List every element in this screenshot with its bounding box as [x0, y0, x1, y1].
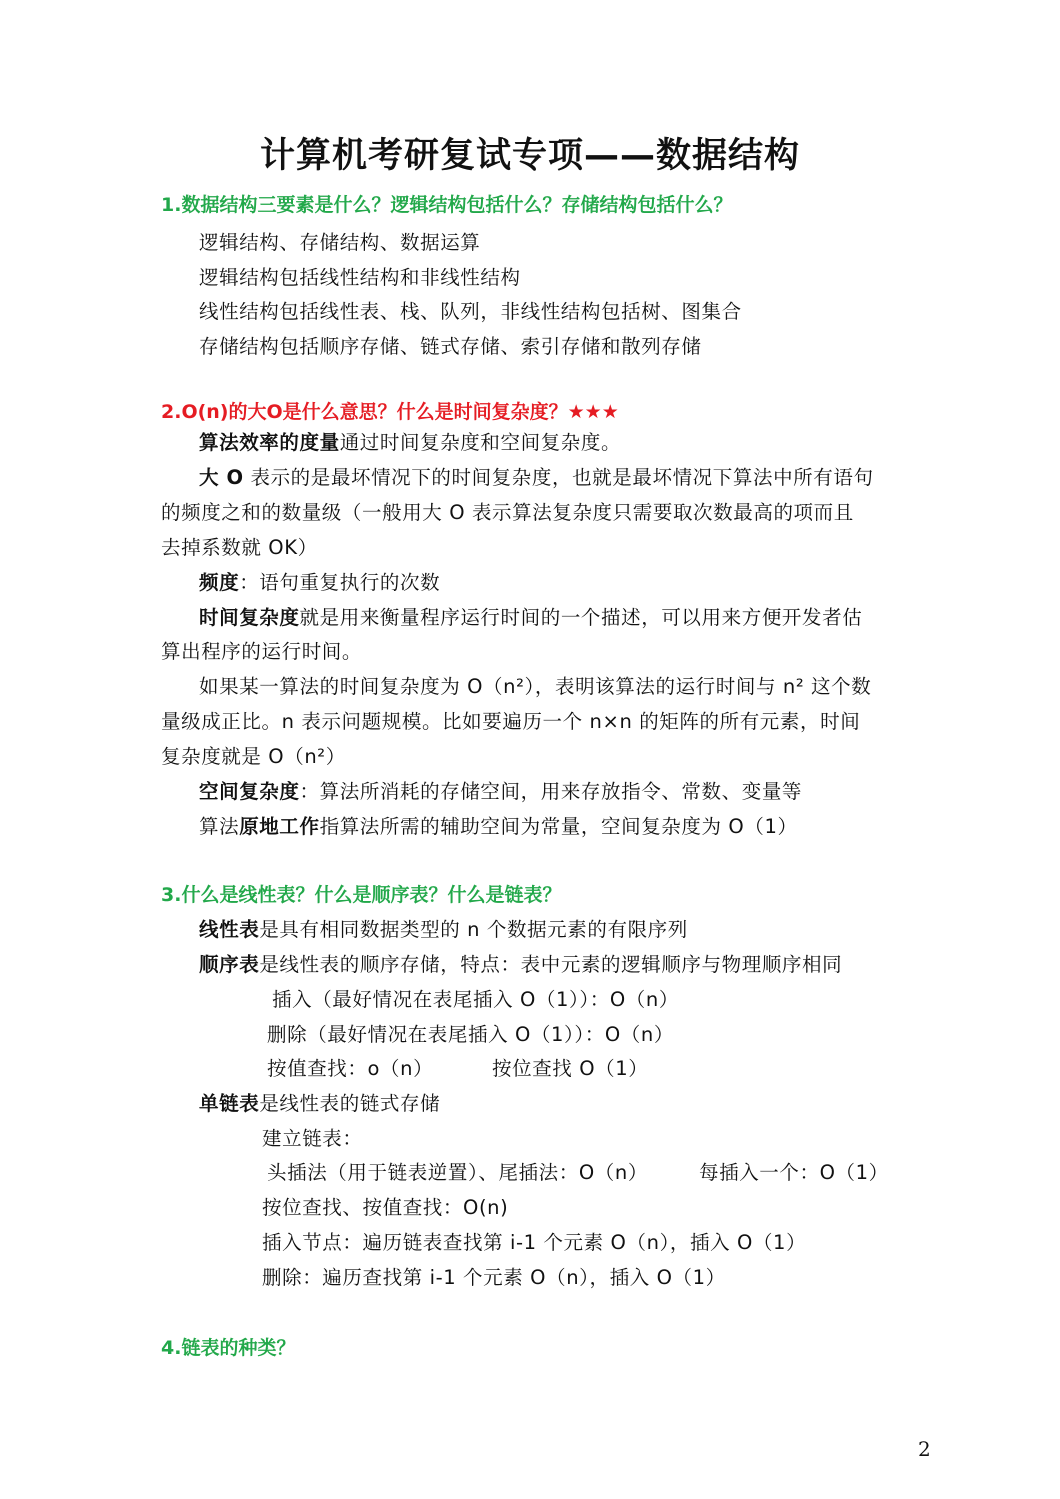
q2-example-line-3: 复杂度就是 O（n²）: [161, 745, 346, 768]
seq-list-term: 顺序表: [199, 953, 260, 976]
space-complexity-term: 空间复杂度: [199, 780, 300, 803]
seq-delete-line: 删除（最好情况在表尾插入 O（1））：O（n）: [267, 1023, 674, 1046]
bigo-term: 大 O: [199, 466, 244, 489]
q3-seq-line: [199, 952, 842, 978]
per-insert-line: 每插入一个：O（1）: [699, 1161, 889, 1184]
question-2-heading: 2.O(n)的大O是什么意思？什么是时间复杂度？★★★: [161, 401, 619, 423]
q2-timec-line-1: [199, 605, 862, 631]
time-complexity-term: 时间复杂度: [199, 606, 300, 629]
efficiency-term: 算法效率的度量: [199, 431, 340, 454]
q1-line-4: 存储结构包括顺序存储、链式存储、索引存储和散列存储: [199, 335, 702, 358]
q2-bigo-line-3: 去掉系数就 OK）: [161, 536, 318, 559]
head-tail-insert-line: 头插法（用于链表逆置）、尾插法：O（n）: [267, 1161, 648, 1184]
q1-line-2: 逻辑结构包括线性结构和非线性结构: [199, 266, 521, 289]
seq-find-position: 按位查找 O（1）: [492, 1057, 649, 1080]
build-list-line: 建立链表：: [262, 1127, 363, 1150]
linked-find-line: 按位查找、按值查找：O(n): [262, 1196, 509, 1219]
q2-frequency-line: [199, 570, 440, 596]
seq-list-text: 是线性表的顺序存储，特点：表中元素的逻辑顺序与物理顺序相同: [259, 953, 843, 976]
q2-bigo-line-2: 的频度之和的数量级（一般用大 O 表示算法复杂度只需要取次数最高的项而且: [161, 501, 854, 524]
linked-list-text: 是线性表的链式存储: [259, 1092, 441, 1115]
inplace-text: 指算法所需的辅助空间为常量，空间复杂度为 O（1）: [319, 815, 798, 838]
question-4-heading: 4.链表的种类？: [161, 1337, 296, 1359]
linked-delete-line: 删除：遍历查找第 i-1 个元素 O（n），插入 O（1）: [262, 1266, 726, 1289]
q3-linear-line: [199, 917, 688, 943]
linked-list-term: 单链表: [199, 1092, 260, 1115]
q2-bigo-line-1: [199, 465, 874, 491]
frequency-text: ：语句重复执行的次数: [239, 571, 441, 594]
time-complexity-text: 就是用来衡量程序运行时间的一个描述，可以用来方便开发者估: [299, 606, 863, 629]
q2-inplace-line: [199, 814, 798, 840]
seq-find-value: 按值查找：o（n）: [267, 1057, 434, 1080]
q1-line-1: 逻辑结构、存储结构、数据运算: [199, 231, 481, 254]
page-title: 计算机考研复试专项——数据结构: [259, 136, 800, 176]
q1-line-3: 线性结构包括线性表、栈、队列，非线性结构包括树、图集合: [199, 300, 742, 323]
inplace-prefix: 算法: [199, 815, 240, 838]
inplace-term: 原地工作: [239, 815, 320, 838]
q2-efficiency-line: [199, 430, 621, 456]
q2-spacec-line: [199, 779, 802, 805]
question-1-heading: 1.数据结构三要素是什么？逻辑结构包括什么？存储结构包括什么？: [161, 194, 733, 216]
question-3-heading: 3.什么是线性表？什么是顺序表？什么是链表？: [161, 884, 562, 906]
q2-example-line-2: 量级成正比。n 表示问题规模。比如要遍历一个 n×n 的矩阵的所有元素，时间: [161, 710, 861, 733]
efficiency-text: 通过时间复杂度和空间复杂度。: [339, 431, 622, 454]
linear-list-term: 线性表: [199, 918, 260, 941]
linear-list-text: 是具有相同数据类型的 n 个数据元素的有限序列: [259, 918, 688, 941]
q2-timec-line-2: 算出程序的运行时间。: [161, 640, 363, 663]
seq-insert-line: 插入（最好情况在表尾插入 O（1））：O（n）: [272, 988, 679, 1011]
space-complexity-text: ：算法所消耗的存储空间，用来存放指令、常数、变量等: [299, 780, 803, 803]
q3-linked-line: [199, 1091, 440, 1117]
bigo-text: 表示的是最坏情况下的时间复杂度，也就是最坏情况下算法中所有语句: [243, 466, 874, 489]
q2-example-line-1: 如果某一算法的时间复杂度为 O（n²），表明该算法的运行时间与 n² 这个数: [199, 675, 872, 698]
frequency-term: 频度: [199, 571, 240, 594]
insert-node-line: 插入节点：遍历链表查找第 i-1 个元素 O（n），插入 O（1）: [262, 1231, 807, 1254]
page-number: 2: [918, 1437, 931, 1461]
